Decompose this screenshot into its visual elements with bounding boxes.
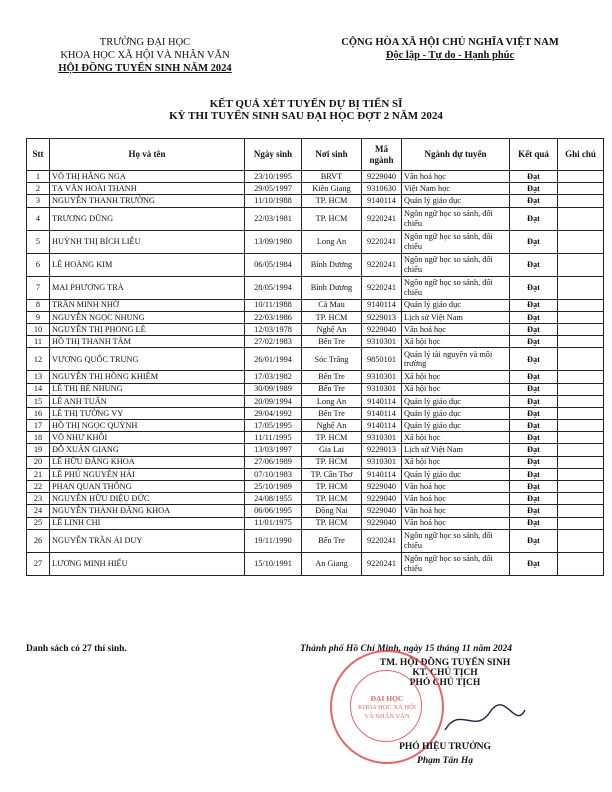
cell-dob: 30/09/1989 bbox=[245, 383, 302, 395]
cell-dob: 26/01/1994 bbox=[245, 348, 302, 371]
cell-code: 9220241 bbox=[362, 529, 402, 552]
cell-dob: 13/09/1980 bbox=[245, 230, 302, 253]
cell-name: LÊ HỮU ĐĂNG KHOA bbox=[50, 456, 245, 468]
table-row bbox=[27, 299, 604, 311]
cell-name: NGUYỄN THỊ PHONG LÊ bbox=[50, 323, 245, 335]
cell-stt: 18 bbox=[27, 432, 50, 444]
cell-pob: Bến Tre bbox=[302, 529, 362, 552]
table-row bbox=[27, 383, 604, 395]
cell-name: LÊ HOÀNG KIM bbox=[50, 253, 245, 276]
cell-pob: TP. HCM bbox=[302, 432, 362, 444]
cell-major: Xã hội học bbox=[402, 432, 510, 444]
cell-dob: 29/05/1997 bbox=[245, 183, 302, 195]
cell-major: Văn hoá học bbox=[402, 323, 510, 335]
cell-result: Đạt bbox=[510, 336, 558, 348]
candidate-count: Danh sách có 27 thí sinh. bbox=[26, 644, 127, 654]
sig-line1: TM. HỘI ĐỒNG TUYỂN SINH bbox=[379, 658, 511, 668]
table-row bbox=[27, 395, 604, 407]
cell-note bbox=[558, 299, 604, 311]
cell-note bbox=[558, 311, 604, 323]
title-line1: KẾT QUẢ XÉT TUYỂN DỰ BỊ TIẾN SĨ bbox=[209, 98, 403, 110]
cell-major: Ngôn ngữ học so sánh, đối chiếu bbox=[402, 230, 510, 253]
table-row bbox=[27, 207, 604, 230]
cell-pob: Kiên Giang bbox=[302, 183, 362, 195]
cell-result: Đạt bbox=[510, 456, 558, 468]
cell-result: Đạt bbox=[510, 348, 558, 371]
cell-name: NGUYỄN THANH TRƯỜNG bbox=[50, 195, 245, 207]
cell-name: VƯƠNG QUỐC TRUNG bbox=[50, 348, 245, 371]
cell-major: Lịch sử Việt Nam bbox=[402, 444, 510, 456]
cell-dob: 11/11/1995 bbox=[245, 432, 302, 444]
cell-stt: 24 bbox=[27, 505, 50, 517]
cell-pob: TP. Cần Thơ bbox=[302, 468, 362, 480]
col-header-name: Họ và tên bbox=[50, 139, 245, 171]
cell-result: Đạt bbox=[510, 299, 558, 311]
cell-name: HỒ THỊ THANH TÂM bbox=[50, 336, 245, 348]
cell-name: MAI PHƯƠNG TRÀ bbox=[50, 276, 245, 299]
sig-line2: KT. CHỦ TỊCH bbox=[412, 668, 478, 678]
cell-dob: 19/11/1990 bbox=[245, 529, 302, 552]
cell-stt: 2 bbox=[27, 183, 50, 195]
cell-note bbox=[558, 444, 604, 456]
results-table bbox=[26, 138, 604, 576]
cell-dob: 22/03/1986 bbox=[245, 311, 302, 323]
cell-code: 9310301 bbox=[362, 336, 402, 348]
table-row bbox=[27, 253, 604, 276]
col-header-result: Kết quả bbox=[510, 139, 558, 171]
cell-code: 9140114 bbox=[362, 395, 402, 407]
cell-name: ĐỖ XUÂN GIANG bbox=[50, 444, 245, 456]
national-line1: CỘNG HÒA XÃ HỘI CHỦ NGHĨA VIỆT NAM bbox=[341, 37, 559, 48]
cell-code: 9229013 bbox=[362, 311, 402, 323]
cell-pob: Gia Lai bbox=[302, 444, 362, 456]
cell-name: NGUYỄN NGỌC NHUNG bbox=[50, 311, 245, 323]
document-title bbox=[0, 98, 612, 122]
cell-result: Đạt bbox=[510, 468, 558, 480]
table-row bbox=[27, 230, 604, 253]
cell-name: LÊ ANH TUẤN bbox=[50, 395, 245, 407]
table-row bbox=[27, 195, 604, 207]
cell-major: Lịch sử Việt Nam bbox=[402, 311, 510, 323]
cell-stt: 1 bbox=[27, 171, 50, 183]
cell-name: LƯƠNG MINH HIẾU bbox=[50, 552, 245, 575]
cell-pob: TP. HCM bbox=[302, 493, 362, 505]
cell-stt: 16 bbox=[27, 407, 50, 419]
cell-stt: 9 bbox=[27, 311, 50, 323]
national-header bbox=[300, 36, 600, 62]
cell-stt: 13 bbox=[27, 371, 50, 383]
signature-scribble bbox=[440, 700, 530, 740]
cell-stt: 6 bbox=[27, 253, 50, 276]
cell-stt: 3 bbox=[27, 195, 50, 207]
cell-code: 9850101 bbox=[362, 348, 402, 371]
cell-note bbox=[558, 323, 604, 335]
cell-code: 9310301 bbox=[362, 371, 402, 383]
cell-note bbox=[558, 481, 604, 493]
cell-name: VÕ THỊ HẰNG NGA bbox=[50, 171, 245, 183]
cell-pob: Cà Mau bbox=[302, 299, 362, 311]
cell-result: Đạt bbox=[510, 432, 558, 444]
col-header-dob: Ngày sinh bbox=[245, 139, 302, 171]
cell-stt: 17 bbox=[27, 420, 50, 432]
cell-code: 9229040 bbox=[362, 323, 402, 335]
issuer-line3: HỘI ĐỒNG TUYỂN SINH NĂM 2024 bbox=[58, 63, 232, 74]
cell-major: Ngôn ngữ học so sánh, đối chiếu bbox=[402, 207, 510, 230]
cell-major: Quản lý giáo dục bbox=[402, 395, 510, 407]
cell-code: 9310301 bbox=[362, 432, 402, 444]
cell-dob: 20/09/1994 bbox=[245, 395, 302, 407]
cell-note bbox=[558, 468, 604, 480]
cell-major: Xã hội học bbox=[402, 383, 510, 395]
cell-pob: Bến Tre bbox=[302, 383, 362, 395]
cell-stt: 19 bbox=[27, 444, 50, 456]
cell-code: 9140114 bbox=[362, 420, 402, 432]
cell-code: 9140114 bbox=[362, 407, 402, 419]
issuer-line1: TRƯỜNG ĐẠI HỌC bbox=[99, 37, 191, 48]
cell-major: Văn hoá học bbox=[402, 505, 510, 517]
cell-dob: 11/10/1988 bbox=[245, 195, 302, 207]
cell-major: Xã hội học bbox=[402, 456, 510, 468]
cell-name: NGUYỄN HỮU DIỆU ĐỨC bbox=[50, 493, 245, 505]
cell-result: Đạt bbox=[510, 230, 558, 253]
cell-note bbox=[558, 276, 604, 299]
cell-stt: 14 bbox=[27, 383, 50, 395]
sig-line3: PHÓ CHỦ TỊCH bbox=[409, 678, 481, 688]
cell-stt: 4 bbox=[27, 207, 50, 230]
cell-dob: 10/11/1988 bbox=[245, 299, 302, 311]
cell-stt: 7 bbox=[27, 276, 50, 299]
cell-stt: 8 bbox=[27, 299, 50, 311]
cell-dob: 27/02/1983 bbox=[245, 336, 302, 348]
col-header-stt: Stt bbox=[27, 139, 50, 171]
cell-note bbox=[558, 407, 604, 419]
cell-dob: 07/10/1983 bbox=[245, 468, 302, 480]
cell-dob: 28/05/1994 bbox=[245, 276, 302, 299]
cell-pob: An Giang bbox=[302, 552, 362, 575]
table-row bbox=[27, 444, 604, 456]
cell-major: Quản lý giáo dục bbox=[402, 420, 510, 432]
cell-stt: 5 bbox=[27, 230, 50, 253]
cell-result: Đạt bbox=[510, 505, 558, 517]
cell-name: HUỲNH THỊ BÍCH LIỄU bbox=[50, 230, 245, 253]
table-row bbox=[27, 493, 604, 505]
table-row bbox=[27, 517, 604, 529]
cell-note bbox=[558, 420, 604, 432]
cell-pob: Bình Dương bbox=[302, 253, 362, 276]
cell-dob: 17/03/1982 bbox=[245, 371, 302, 383]
seal-text1: ĐẠI HỌC bbox=[370, 694, 404, 703]
cell-major: Văn hoá học bbox=[402, 171, 510, 183]
cell-name: LÊ PHÚ NGUYÊN HẢI bbox=[50, 468, 245, 480]
cell-dob: 29/04/1992 bbox=[245, 407, 302, 419]
cell-pob: Long An bbox=[302, 230, 362, 253]
title-line2: KỲ THI TUYỂN SINH SAU ĐẠI HỌC ĐỢT 2 NĂM 2024 bbox=[169, 110, 443, 122]
cell-note bbox=[558, 230, 604, 253]
cell-note bbox=[558, 348, 604, 371]
table-header-row bbox=[27, 139, 604, 171]
cell-note bbox=[558, 253, 604, 276]
cell-note bbox=[558, 529, 604, 552]
cell-note bbox=[558, 171, 604, 183]
cell-dob: 11/01/1975 bbox=[245, 517, 302, 529]
cell-note bbox=[558, 383, 604, 395]
cell-major: Ngôn ngữ học so sánh, đối chiếu bbox=[402, 276, 510, 299]
cell-major: Văn hoá học bbox=[402, 517, 510, 529]
cell-dob: 12/03/1978 bbox=[245, 323, 302, 335]
cell-note bbox=[558, 195, 604, 207]
cell-note bbox=[558, 371, 604, 383]
cell-code: 9140114 bbox=[362, 299, 402, 311]
national-motto: Độc lập - Tự do - Hạnh phúc bbox=[385, 50, 515, 61]
cell-name: HỒ THỊ NGỌC QUỲNH bbox=[50, 420, 245, 432]
seal-text3: VÀ NHÂN VĂN bbox=[364, 713, 410, 720]
table-row bbox=[27, 407, 604, 419]
cell-result: Đạt bbox=[510, 383, 558, 395]
cell-result: Đạt bbox=[510, 371, 558, 383]
cell-note bbox=[558, 183, 604, 195]
cell-major: Ngôn ngữ học so sánh, đối chiếu bbox=[402, 552, 510, 575]
cell-code: 9220241 bbox=[362, 207, 402, 230]
table-row bbox=[27, 552, 604, 575]
cell-major: Quản lý giáo dục bbox=[402, 407, 510, 419]
cell-result: Đạt bbox=[510, 323, 558, 335]
cell-note bbox=[558, 456, 604, 468]
table-row bbox=[27, 323, 604, 335]
cell-dob: 24/08/1955 bbox=[245, 493, 302, 505]
cell-note bbox=[558, 505, 604, 517]
cell-dob: 27/06/1989 bbox=[245, 456, 302, 468]
cell-result: Đạt bbox=[510, 517, 558, 529]
cell-stt: 25 bbox=[27, 517, 50, 529]
sig-title: PHÓ HIỆU TRƯỞNG bbox=[399, 742, 491, 752]
cell-code: 9229040 bbox=[362, 481, 402, 493]
cell-result: Đạt bbox=[510, 444, 558, 456]
cell-result: Đạt bbox=[510, 395, 558, 407]
cell-name: VÕ NHƯ KHÔI bbox=[50, 432, 245, 444]
cell-major: Quản lý giáo dục bbox=[402, 299, 510, 311]
cell-major: Việt Nam học bbox=[402, 183, 510, 195]
cell-code: 9220241 bbox=[362, 230, 402, 253]
cell-dob: 15/10/1991 bbox=[245, 552, 302, 575]
table-row bbox=[27, 468, 604, 480]
cell-pob: TP. HCM bbox=[302, 481, 362, 493]
cell-name: LÊ LINH CHI bbox=[50, 517, 245, 529]
cell-stt: 27 bbox=[27, 552, 50, 575]
cell-result: Đạt bbox=[510, 171, 558, 183]
cell-result: Đạt bbox=[510, 493, 558, 505]
cell-note bbox=[558, 336, 604, 348]
cell-code: 9140114 bbox=[362, 195, 402, 207]
cell-code: 9229013 bbox=[362, 444, 402, 456]
cell-stt: 15 bbox=[27, 395, 50, 407]
cell-dob: 13/03/1997 bbox=[245, 444, 302, 456]
cell-stt: 21 bbox=[27, 468, 50, 480]
cell-result: Đạt bbox=[510, 407, 558, 419]
cell-major: Quản lý giáo dục bbox=[402, 195, 510, 207]
cell-pob: Bến Tre bbox=[302, 407, 362, 419]
cell-pob: Sóc Trăng bbox=[302, 348, 362, 371]
cell-note bbox=[558, 432, 604, 444]
cell-code: 9220241 bbox=[362, 276, 402, 299]
cell-result: Đạt bbox=[510, 253, 558, 276]
table-row bbox=[27, 529, 604, 552]
cell-pob: Nghệ An bbox=[302, 420, 362, 432]
cell-pob: Bến Tre bbox=[302, 336, 362, 348]
cell-pob: TP. HCM bbox=[302, 517, 362, 529]
table-row bbox=[27, 311, 604, 323]
cell-pob: TP. HCM bbox=[302, 207, 362, 230]
cell-major: Xã hội học bbox=[402, 371, 510, 383]
cell-code: 9229040 bbox=[362, 505, 402, 517]
cell-code: 9220241 bbox=[362, 552, 402, 575]
cell-note bbox=[558, 493, 604, 505]
cell-pob: BRVT bbox=[302, 171, 362, 183]
cell-name: TRẦN MINH NHỚ bbox=[50, 299, 245, 311]
cell-major: Văn hoá học bbox=[402, 493, 510, 505]
cell-result: Đạt bbox=[510, 183, 558, 195]
cell-result: Đạt bbox=[510, 276, 558, 299]
cell-pob: TP. HCM bbox=[302, 195, 362, 207]
cell-code: 9310301 bbox=[362, 383, 402, 395]
table-row bbox=[27, 336, 604, 348]
cell-name: TẠ VĂN HOÀI THANH bbox=[50, 183, 245, 195]
col-header-code: Mã ngành bbox=[362, 139, 402, 171]
cell-code: 9310630 bbox=[362, 183, 402, 195]
cell-major: Xã hội học bbox=[402, 336, 510, 348]
cell-code: 9229040 bbox=[362, 171, 402, 183]
table-row bbox=[27, 171, 604, 183]
cell-major: Quản lý giáo dục bbox=[402, 468, 510, 480]
cell-result: Đạt bbox=[510, 311, 558, 323]
cell-note bbox=[558, 207, 604, 230]
cell-result: Đạt bbox=[510, 481, 558, 493]
cell-stt: 23 bbox=[27, 493, 50, 505]
cell-pob: Nghệ An bbox=[302, 323, 362, 335]
table-row bbox=[27, 183, 604, 195]
col-header-major: Ngành dự tuyển bbox=[402, 139, 510, 171]
cell-dob: 23/10/1995 bbox=[245, 171, 302, 183]
cell-dob: 06/05/1984 bbox=[245, 253, 302, 276]
table-row bbox=[27, 432, 604, 444]
cell-note bbox=[558, 517, 604, 529]
cell-dob: 06/06/1995 bbox=[245, 505, 302, 517]
cell-result: Đạt bbox=[510, 552, 558, 575]
cell-name: LÊ THỊ BÉ NHUNG bbox=[50, 383, 245, 395]
cell-name: NGUYỄN THỊ HỒNG KHIÊM bbox=[50, 371, 245, 383]
table-row bbox=[27, 456, 604, 468]
cell-stt: 12 bbox=[27, 348, 50, 371]
place-date: Thành phố Hồ Chí Minh, ngày 15 tháng 11 năm 2024 bbox=[300, 644, 512, 654]
seal-text2: KHOA HỌC XÃ HỘI bbox=[358, 704, 416, 711]
cell-result: Đạt bbox=[510, 195, 558, 207]
table-row bbox=[27, 505, 604, 517]
cell-stt: 20 bbox=[27, 456, 50, 468]
cell-pob: Bình Dương bbox=[302, 276, 362, 299]
cell-pob: Đồng Nai bbox=[302, 505, 362, 517]
cell-note bbox=[558, 395, 604, 407]
cell-major: Ngôn ngữ học so sánh, đối chiếu bbox=[402, 253, 510, 276]
table-row bbox=[27, 276, 604, 299]
cell-stt: 10 bbox=[27, 323, 50, 335]
table-row bbox=[27, 420, 604, 432]
col-header-note: Ghi chú bbox=[558, 139, 604, 171]
cell-pob: Long An bbox=[302, 395, 362, 407]
table-row bbox=[27, 371, 604, 383]
cell-name: PHAN QUAN THÔNG bbox=[50, 481, 245, 493]
issuer-header bbox=[40, 36, 250, 75]
cell-result: Đạt bbox=[510, 529, 558, 552]
cell-major: Ngôn ngữ học so sánh, đối chiếu bbox=[402, 529, 510, 552]
cell-name: NGUYỄN THÀNH ĐĂNG KHOA bbox=[50, 505, 245, 517]
table-row bbox=[27, 348, 604, 371]
cell-code: 9229040 bbox=[362, 493, 402, 505]
cell-result: Đạt bbox=[510, 207, 558, 230]
cell-name: NGUYỄN TRẦN ÁI DUY bbox=[50, 529, 245, 552]
cell-major: Văn hoá học bbox=[402, 481, 510, 493]
cell-note bbox=[558, 552, 604, 575]
cell-code: 9310301 bbox=[362, 456, 402, 468]
cell-code: 9220241 bbox=[362, 253, 402, 276]
table-row bbox=[27, 481, 604, 493]
cell-stt: 26 bbox=[27, 529, 50, 552]
cell-code: 9229040 bbox=[362, 517, 402, 529]
cell-name: TRƯƠNG DŨNG bbox=[50, 207, 245, 230]
cell-code: 9140114 bbox=[362, 468, 402, 480]
cell-dob: 25/10/1989 bbox=[245, 481, 302, 493]
cell-name: LÊ THỊ TƯỜNG VY bbox=[50, 407, 245, 419]
sig-name: Phạm Tấn Hạ bbox=[417, 756, 473, 766]
cell-stt: 22 bbox=[27, 481, 50, 493]
cell-pob: TP. HCM bbox=[302, 456, 362, 468]
cell-dob: 17/05/1995 bbox=[245, 420, 302, 432]
cell-result: Đạt bbox=[510, 420, 558, 432]
issuer-line2: KHOA HỌC XÃ HỘI VÀ NHÂN VĂN bbox=[60, 50, 230, 61]
col-header-pob: Nơi sinh bbox=[302, 139, 362, 171]
cell-pob: TP. HCM bbox=[302, 311, 362, 323]
cell-dob: 22/03/1981 bbox=[245, 207, 302, 230]
cell-stt: 11 bbox=[27, 336, 50, 348]
cell-major: Quản lý tài nguyên và môi trường bbox=[402, 348, 510, 371]
cell-pob: Bến Tre bbox=[302, 371, 362, 383]
